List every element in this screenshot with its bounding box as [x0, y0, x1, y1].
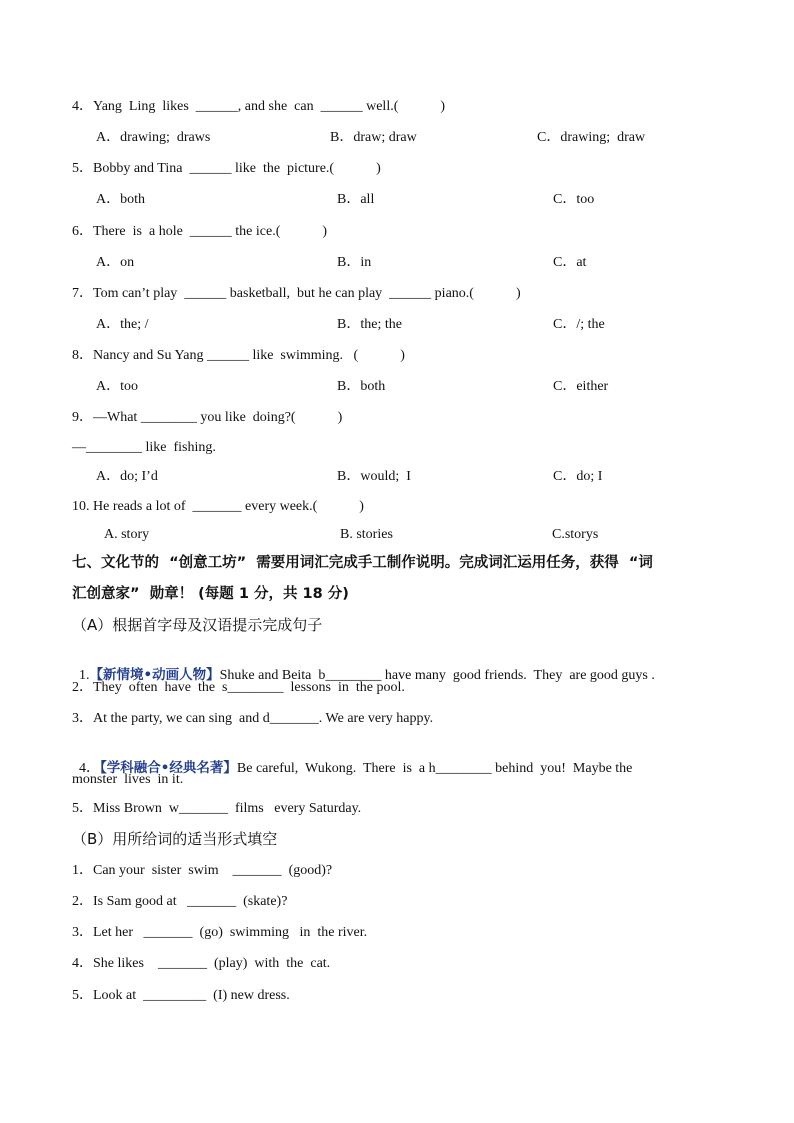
question-8-option-b: B．both	[337, 379, 386, 394]
fill-b-3: 3．Let her _______ (go) swimming in the river.	[72, 925, 368, 940]
question-8-option-a: A．too	[96, 379, 138, 394]
fill-a-4-text: Be careful, Wukong. There is a h________ behind you! Maybe the	[236, 761, 633, 776]
fill-b-2: 2．Is Sam good at _______ (skate)?	[72, 894, 288, 909]
question-7-stem: 7．Tom can’t play ______ basketball, but he can play ______ piano.( )	[72, 286, 521, 301]
question-9-answer-line: —________ like fishing.	[72, 440, 216, 455]
section-7-title-line-2: 汇创意家” 勋章！ (每题 1 分，共 18 分)	[72, 586, 349, 602]
question-7-option-a: A．the; /	[96, 317, 149, 332]
fill-a-4-continued: monster lives in it.	[72, 772, 184, 787]
question-6-option-c: C．at	[553, 255, 587, 270]
question-10-stem: 10. He reads a lot of _______ every week.( )	[72, 499, 364, 514]
question-4-option-a: A．drawing; draws	[96, 130, 211, 145]
question-8-stem: 8．Nancy and Su Yang ______ like swimming. ( )	[72, 348, 405, 363]
fill-a-4-number: 4．	[79, 761, 100, 776]
fill-a-4-context-tag: 【学科融合•经典名著】	[100, 760, 237, 776]
question-9-option-c: C．do; I	[553, 469, 603, 484]
fill-b-5: 5．Look at _________ (I) new dress.	[72, 988, 290, 1003]
question-6-option-b: B．in	[337, 255, 372, 270]
question-10-option-a: A. story	[104, 527, 150, 542]
fill-b-1: 1．Can your sister swim _______ (good)?	[72, 863, 333, 878]
fill-a-2: 2．They often have the s________ lessons in the pool.	[72, 680, 405, 695]
question-6-stem: 6．There is a hole ______ the ice.( )	[72, 224, 328, 239]
question-10-option-b: B. stories	[340, 527, 393, 542]
question-5-stem: 5．Bobby and Tina ______ like the picture.( )	[72, 161, 381, 176]
fill-a-1-text: Shuke and Beita b________ have many good friends. They are good guys .	[219, 668, 655, 683]
question-5-option-c: C．too	[553, 192, 595, 207]
fill-a-1-number: 1.	[79, 668, 90, 683]
section-7-title-line-1: 七、文化节的 “创意工坊” 需要用词汇完成手工制作说明。完成词汇运用任务，获得 “词	[72, 555, 653, 571]
fill-a-5: 5．Miss Brown w_______ films every Saturday.	[72, 801, 362, 816]
question-4-stem: 4．Yang Ling likes ______, and she can ______ well.( )	[72, 99, 446, 114]
question-9-option-b: B．would; I	[337, 469, 411, 484]
question-4-option-c: C．drawing; draw	[537, 130, 646, 145]
question-7-option-b: B．the; the	[337, 317, 402, 332]
question-7-option-c: C．/; the	[553, 317, 605, 332]
subsection-a-heading: （A）根据首字母及汉语提示完成句子	[72, 616, 323, 634]
question-8-option-c: C．either	[553, 379, 609, 394]
question-9-stem: 9．—What ________ you like doing?( )	[72, 410, 343, 425]
question-10-option-c: C.storys	[552, 527, 599, 542]
fill-a-1-context-tag: 【新情境•动画人物】	[89, 667, 220, 683]
fill-a-3: 3．At the party, we can sing and d_______. We are very happy.	[72, 711, 434, 726]
question-6-option-a: A．on	[96, 255, 135, 270]
question-5-option-b: B．all	[337, 192, 375, 207]
question-9-option-a: A．do; I’d	[96, 469, 158, 484]
question-4-option-b: B．draw; draw	[330, 130, 417, 145]
subsection-b-heading: （B）用所给词的适当形式填空	[72, 830, 278, 848]
question-5-option-a: A．both	[96, 192, 145, 207]
fill-b-4: 4．She likes _______ (play) with the cat.	[72, 956, 331, 971]
